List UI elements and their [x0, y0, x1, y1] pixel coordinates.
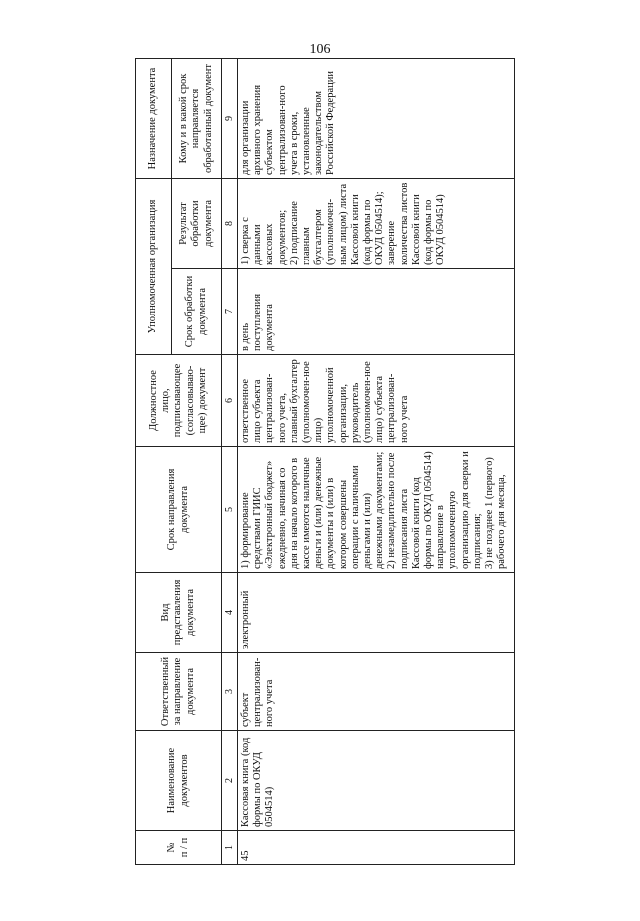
rotated-table-wrapper [135, 59, 515, 865]
header-signer: Должностное лицо, подписывающее (согласовываю-щее) документ [136, 355, 222, 447]
column-number: 6 [222, 355, 238, 447]
column-number: 8 [222, 179, 238, 269]
column-number: 7 [222, 269, 238, 355]
header-recipient: Кому и в какой срок направляется обработанный документ [172, 59, 222, 179]
header-responsible: Ответственный за направление документа [136, 653, 222, 731]
header-authorized-organization: Уполномоченная организация [136, 179, 172, 355]
header-row-number: № п / п [136, 831, 222, 865]
recipient-cell: для организации архивного хранения субъектом централизован-ного учета в сроки, установленные законодательством Российской Федерации [238, 59, 515, 179]
column-number: 2 [222, 731, 238, 831]
header-form: Вид представления документа [136, 573, 222, 653]
column-number: 9 [222, 59, 238, 179]
document-name-cell: Кассовая книга (код формы по ОКУД 0504514) [238, 731, 515, 831]
document-table [135, 58, 515, 865]
column-number-row [222, 59, 238, 865]
process-result-cell: 1) сверка с данными кассовых документов; 2) подписание главным бухгалтером (уполномочен-ным лицом) листа Кассовой книги (код формы по ОКУД 0504514); заверение количества листов Кассовой книги (код формы по ОКУД 0504514) [238, 179, 515, 269]
send-term-cell: 1) формирование средствами ГИИС «Электронный бюджет» ежедневно, начиная со дня на начало которого в кассе имеются наличные деньги и (или) денежные документы и (или) в котором совершены операции с наличными деньгами и (или) денежными документами; 2) незамедлительно после подписания листа Кассовой книги (код формы по ОКУД 0504514) направление в уполномоченную организацию для сверки и подписания; 3) не позднее 1 (первого) рабочего дня месяца, [238, 447, 515, 573]
header-purpose: Назначение документа [136, 59, 172, 179]
header-process-term: Срок обработки документа [172, 269, 222, 355]
page-number: 106 [309, 42, 331, 57]
column-number: 5 [222, 447, 238, 573]
column-number: 4 [222, 573, 238, 653]
responsible-cell: субъект централизован-ного учета [238, 653, 515, 731]
process-term-cell: в день поступления документа [238, 269, 515, 355]
column-number: 3 [222, 653, 238, 731]
table-row [238, 59, 515, 865]
signer-cell: ответственное лицо субъекта централизован-ного учета, главный бухгалтер (уполномочен-ное лицо) уполномоченной организации, руководитель (уполномочен-ное лицо) субъекта централизован-ного учета [238, 355, 515, 447]
header-document-name: Наименование документов [136, 731, 222, 831]
column-number: 1 [222, 831, 238, 865]
header-send-term: Срок направления документа [136, 447, 222, 573]
row-number: 45 [238, 831, 515, 865]
form-cell: электронный [238, 573, 515, 653]
header-process-result: Результат обработки документа [172, 179, 222, 269]
